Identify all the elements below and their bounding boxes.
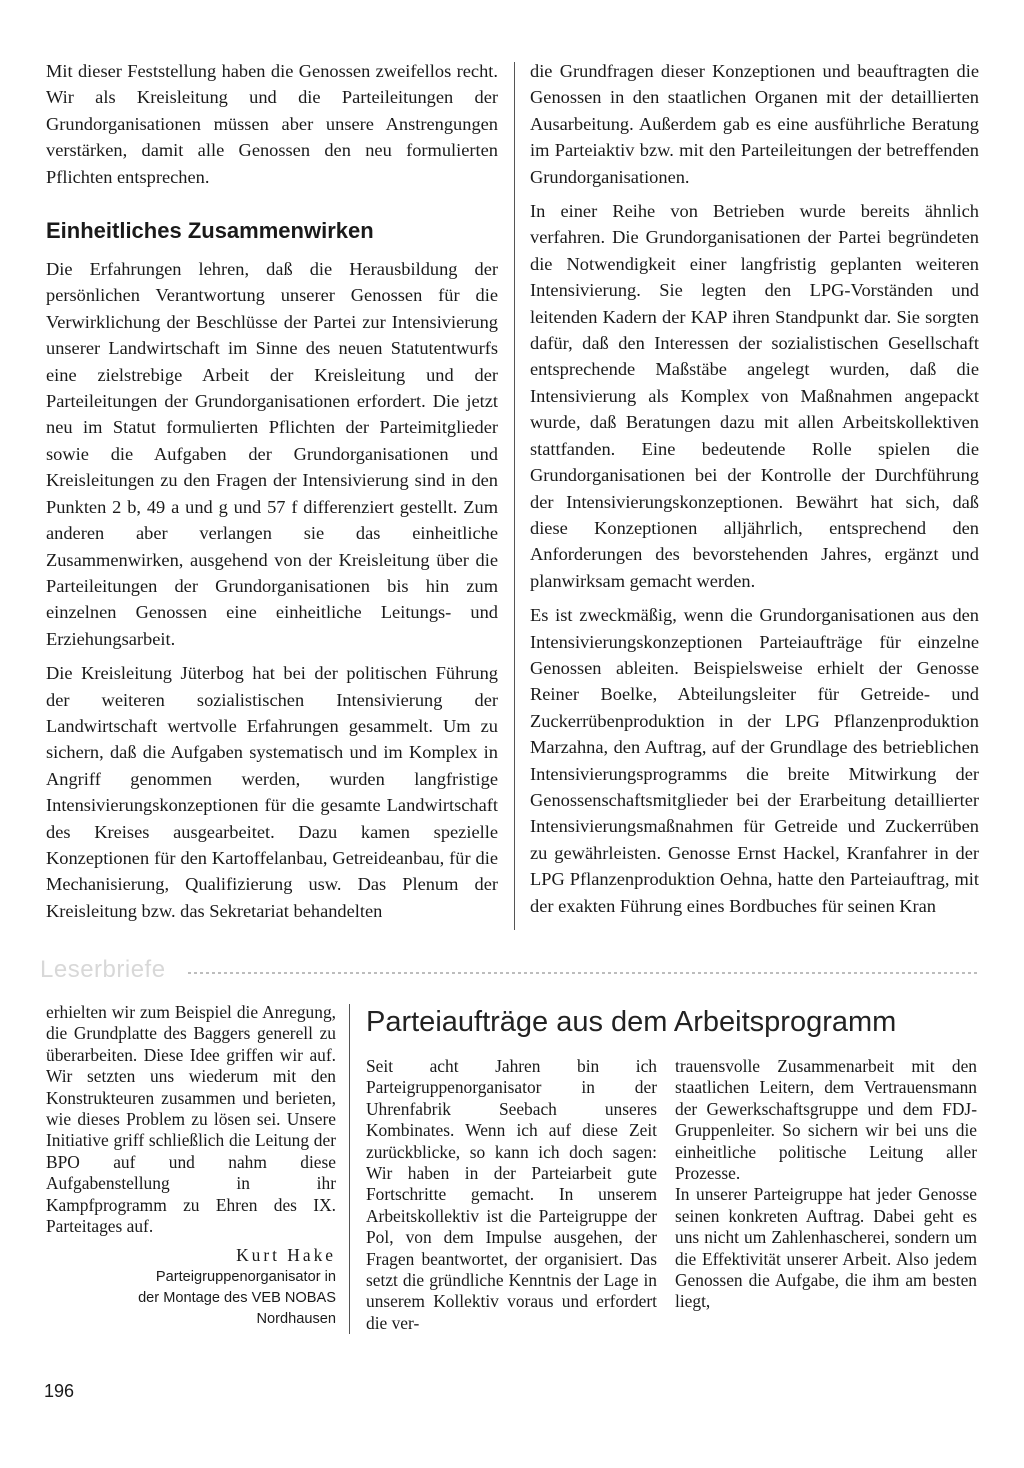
letter-text: erhielten wir zum Beispiel die Anregung, die Grundplatte des Baggers generell zu überarbeiten. Diese Idee griffen wir auf. Wir setzten uns wiederum mit den Konstrukteuren zusammen und berieten, wie dieses Problem zu lösen sei. Unsere Initiative griff schließlich die Leitung der BPO auf und nahm diese Aufgabenstellung in ihr Kampfprogramm zu Ehren des IX. Parteitages auf.: [46, 1002, 336, 1237]
paragraph-zweckmaessig: Es ist zweckmäßig, wenn die Grundorganisationen aus den Intensivierungskonzeptionen Parteiaufträge für einzelne Genossen ableiten. Beispielsweise erhielt der Genosse Reiner Boelke, Abteilungsleiter für Getreide- und Zuckerrübenproduktion in der LPG Pflanzenproduktion Marzahna, den Auftrag, auf der Grundlage des betrieblichen Intensivierungsprogramms die breite Mitwirkung der Genossenschaftsmitglieder bei der Erarbeitung detaillierter Intensivierungsmaßnahmen für Getreide und Zuckerrüben zu gewährleisten. Genosse Ernst Hackel, Kranfahrer in der LPG Pflanzenproduktion Oehna, hatte den Parteiauftrag, mit der exakten Führung eines Bordbuches für seinen Kran: [530, 605, 979, 916]
paragraph-erfahrungen: Die Erfahrungen lehren, daß die Herausbildung der persönlichen Verantwortung unserer Genossen für die Verwirklichung der Beschlüsse der Partei zur Intensivierung unserer Landwirtschaft im Sinne des neuen Statutentwurfs eine zielstrebige Arbeit der Kreisleitung und der Parteileitungen der Grundorganisationen erfordert. Die jetzt neu im Statut formulierten Pflichten der Parteimitglieder sowie die Aufgaben der Grundorganisationen und Kreisleitungen zu den Fragen der Intensivierung sind in den Punkten 2 b, 49 a und g und 57 f differenziert gestellt. Zum anderen aber verlangen sie das einheitliche Zusammenwirken, ausgehend von der Kreisleitung über die Parteileitungen der Grundorganisationen bis hin zum einzelnen Genossen eine einheitliche Leitungs- und Erziehungsarbeit.: [46, 259, 498, 649]
upper-left-column: [46, 58, 498, 932]
section-label: Leserbriefe: [40, 956, 166, 983]
section-heading: Einheitliches Zusammenwirken: [46, 218, 374, 244]
letter-divider: [349, 1004, 350, 1334]
paragraph-kreisleitung: Die Kreisleitung Jüterbog hat bei der politischen Führung der weiteren sozialistischen Intensivierung der Landwirtschaft wertvolle Erfahrungen gesammelt. Um zu sichern, daß die Aufgaben systematisch und im Komplex in Angriff genommen werden, wurden langfristige Intensivierungskonzeptionen für die gesamte Landwirtschaft des Kreises ausgearbeitet. Dazu kamen spezielle Konzeptionen für den Kartoffelanbau, Getreideanbau, für die Mechanisierung, Qualifizierung usw. Das Plenum der Kreisleitung bzw. das Sekretariat behandelten: [46, 663, 498, 921]
page-number: 196: [44, 1381, 75, 1401]
article-paragraph: trauensvolle Zusammenarbeit mit den staatlichen Leitern, dem Vertrauensmann der Gewerkschaftsgruppe und dem FDJ-Gruppenleiter. So sichern wir bei uns die einheitliche politische Leitung aller Prozesse.: [675, 1056, 977, 1184]
dotted-rule: [188, 972, 980, 974]
article-column-2: [675, 1056, 977, 1313]
paragraph-intro: Mit dieser Feststellung haben die Genossen zweifellos recht. Wir als Kreisleitung und die Parteileitungen der Grundorganisationen müssen aber unsere Anstrengungen verstärken, damit alle Genossen den neu formulierten Pflichten entsprechen.: [46, 61, 498, 187]
leserbriefe-section-bar: [40, 955, 980, 985]
article-paragraph: Seit acht Jahren bin ich Parteigruppenorganisator in der Uhrenfabrik Seebach unseres Kombinates. Wenn ich auf diese Zeit zurückblicke, so kann ich doch sagen: Wir haben in der Parteiarbeit gute Fortschritte gemacht. In unserem Arbeitskollektiv ist die Parteigruppe der Pol, von dem Impulse ausgehen, der Fragen beantwortet, der organisiert. Das setzt die gründliche Kenntnis der Lage in unserem Kollektiv voraus und erfordert die ver-: [366, 1056, 657, 1333]
letter-left-column: [46, 1002, 336, 1330]
article-paragraph: In unserer Parteigruppe hat jeder Genosse seinen konkreten Auftrag. Dabei geht es uns nicht um Zahlenhascherei, sondern um die Effektivität unserer Arbeit. Also jedem Genossen die Aufgabe, die ihm am besten liegt,: [675, 1184, 977, 1312]
paragraph-betrieben: In einer Reihe von Betrieben wurde bereits ähnlich verfahren. Die Grundorganisationen der Partei begründeten die Notwendigkeit einer langfristig geplanten weiteren Intensivierung. Sie legten den LPG-Vorständen und leitenden Kadern der KAP ihren Standpunkt dar. Sie sorgten dafür, daß den Interessen der sozialistischen Gesellschaft entsprechende Maßstäbe angelegt wurden, daß die Intensivierung als Komplex von Maßnahmen angepackt wurde, daß Beratungen dazu mit allen Arbeitskollektiven stattfanden. Eine bedeutende Rolle spielen die Grundorganisationen bei der Kontrolle der Durchführung der Intensivierungskonzeptionen. Bewährt hat sich, daß diese Konzeptionen alljährlich, entsprechend den Anforderungen des bevorstehenden Jahres, ergänzt und planwirksam gemacht werden.: [530, 201, 979, 591]
letter-author-info: [46, 1267, 336, 1330]
author-info-line: der Montage des VEB NOBAS: [138, 1290, 336, 1307]
article-column-1: [366, 1056, 657, 1334]
author-info-line: Parteigruppenorganisator in: [155, 1269, 336, 1286]
paragraph-grundfragen: die Grundfragen dieser Konzeptionen und beauftragten die Genossen in den staatlichen Organen mit der detaillierten Ausarbeitung. Außerdem gab es eine ausführliche Beratung im Parteiaktiv bzw. mit den Parteileitungen der betreffenden Grundorganisationen.: [530, 61, 979, 187]
upper-right-column: [530, 58, 979, 927]
column-divider: [514, 62, 515, 930]
letter-author: Kurt Hake: [236, 1245, 336, 1266]
article-title: Parteiaufträge aus dem Arbeitsprogramm: [366, 1006, 897, 1038]
author-info-line: Nordhausen: [256, 1311, 336, 1328]
